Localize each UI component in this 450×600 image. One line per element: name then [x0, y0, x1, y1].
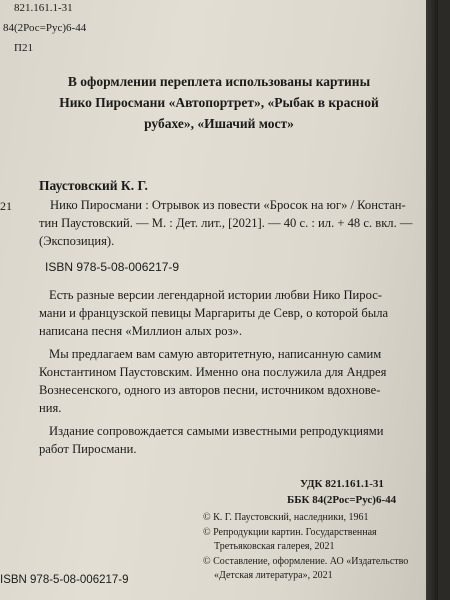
cover-note-line-3: рубахе», «Ишачий мост»: [144, 116, 294, 131]
book-edge: [426, 0, 438, 600]
copyright-design-1: © Составление, оформление. АО «Издательство: [203, 556, 409, 567]
annotation-p1-line-3: написана песня «Миллион алых роз».: [39, 324, 243, 338]
bbk-code-bottom: ББК 84(2Рос=Рус)6-44: [287, 494, 397, 506]
cover-note-line-1: В оформлении переплета использованы картины: [67, 74, 371, 89]
annotation-p1-line-2: мани и французской певицы Маргариты де Севр, о которой была: [39, 306, 389, 320]
cover-note-line-2: Нико Пиросмани «Автопортрет», «Рыбак в красной: [59, 95, 379, 110]
catalog-line-2: тин Паустовский. — М. : Дет. лит., [2021]. — 40 с. : ил. + 48 с. вкл. —: [39, 216, 413, 230]
bottom-isbn: ISBN 978-5-08-006217-9: [0, 574, 129, 586]
annotation-p3-line-1: Издание сопровождается самыми известными репродукциями: [49, 424, 384, 438]
annotation-p1-line-1: Есть разные версии легендарной истории любви Нико Пирос-: [49, 288, 382, 302]
annotation-p2-line-4: ния.: [39, 401, 62, 415]
annotation-p2-line-2: Константином Паустовским. Именно она послужила для Андрея: [39, 365, 387, 379]
bbk-code-top: 84(2Рос=Рус)6-44: [3, 22, 87, 34]
catalog-author: Паустовский К. Г.: [39, 178, 148, 193]
copyright-design-2: «Детская литература», 2021: [214, 570, 333, 581]
copyright-reproductions-2: Третьяковская галерея, 2021: [214, 541, 335, 552]
catalog-line-3: (Экспозиция).: [39, 234, 115, 248]
udc-code-bottom: УДК 821.161.1-31: [300, 478, 384, 490]
author-mark: П21: [14, 42, 33, 54]
annotation-p2-line-3: Вознесенского, одного из авторов песни, источником вдохнове-: [39, 383, 381, 397]
margin-mark: 21: [0, 199, 12, 213]
catalog-line-1: Нико Пиросмани : Отрывок из повести «Бросок на юг» / Констан-: [50, 198, 406, 212]
copyright-author: © К. Г. Паустовский, наследники, 1961: [203, 512, 369, 523]
udc-code-top: 821.161.1-31: [14, 2, 73, 14]
annotation-p3-line-2: работ Пиросмани.: [39, 442, 137, 456]
annotation-p2-line-1: Мы предлагаем вам самую авторитетную, написанную самим: [49, 347, 382, 361]
copyright-reproductions-1: © Репродукции картин. Государственная: [203, 527, 377, 538]
catalog-isbn: ISBN 978-5-08-006217-9: [45, 260, 180, 274]
